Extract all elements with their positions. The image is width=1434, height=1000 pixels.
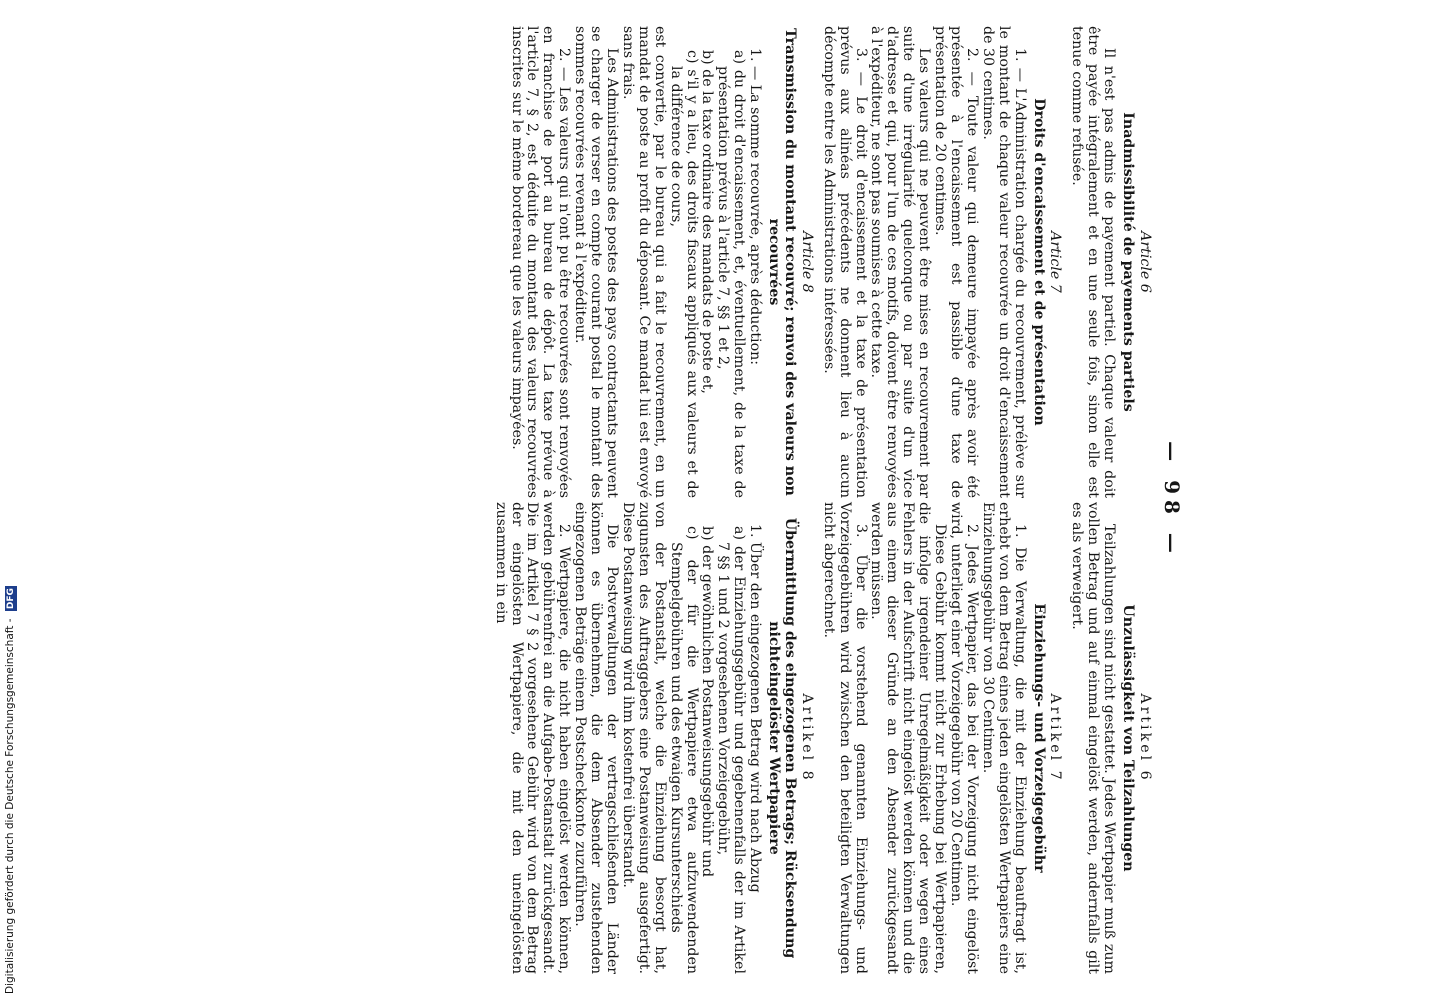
de-article-6-title: Artikel 6: [1137, 693, 1153, 783]
de-article-7-paragraph-1: 1. Die Verwaltung, die mit der Einziehung beauftragt ist, erhebt von dem Betrag eines jeden eingelösten Wertpapiers eine Einziehungsgebühr von 30 Centimen.: [979, 502, 1028, 974]
fr-article-8-title: Article 8: [798, 231, 815, 293]
de-article-8-heading: Übermittlung des eingezogenen Betrags; Rücksendung nichteingelöster Wertpapiere: [766, 517, 798, 959]
fr-article-7-paragraph-1: 1. — L'Administration chargée du recouvrement, prélève sur le montant de chaque valeur recouvrée un droit d'encaissement de 30 centimes.: [979, 26, 1028, 498]
de-article-8-paragraph-3: Die Postverwaltungen der vertragschließenden Länder können es übernehmen, die dem Absender zustehenden eingezogenen Beträge einem Postscheckkonto zuzuführen.: [572, 502, 620, 974]
dfg-logo: DFG: [6, 588, 16, 610]
fr-article-8-heading: Transmission du montant recouvré; renvoi des valeurs non recouvrées: [766, 28, 798, 496]
fr-article-8-paragraph-2: est convertie, par le bureau qui a fait le recouvrement, en un mandat de poste au profit du déposant. Ce mandat lui est envoyé sans frais.: [619, 26, 668, 498]
de-article-7-paragraph-2: 2. Jedes Wertpapier, das bei der Vorzeigung nicht eingelöst wird, unterliegt einer Vorzeigegebühr von 20 Centimen.: [948, 502, 980, 974]
de-article-6-paragraph: Teilzahlungen sind nicht gestattet. Jedes Wertpapier muß zum vollen Betrag und auf einmal eingelöst werden, andernfalls gilt es als verweigert.: [1069, 502, 1118, 974]
fr-article-8-item-b: b) de la taxe ordinaire des mandats de poste et,: [699, 50, 716, 394]
de-article-7-title: Artikel 7: [1047, 693, 1064, 783]
de-article-8-paragraph-1: 1. Über den eingezogenen Betrag wird nach Abzug: [747, 524, 764, 893]
fr-article-7-heading: Droits d'encaissement et de présentation: [1030, 98, 1047, 426]
german-column: [492, 502, 1158, 974]
de-article-8-title: Artikel 8: [798, 693, 815, 783]
french-column: [492, 26, 1158, 498]
fr-article-8-paragraph-1: 1. — La somme recouvrée, après déduction:: [747, 48, 764, 366]
de-article-8-item-b: b) der gewöhnlichen Postanweisungsgebühr und: [699, 526, 716, 878]
de-article-8-item-c: c) der für die Wertpapiere etwa aufzuwendenden Stempelgebühren und des etwaigen Kursunterschieds: [667, 526, 700, 974]
fr-article-8-item-c: c) s'il y a lieu, des droits fiscaux appliqués aux valeurs et de la différence de cours,: [667, 50, 700, 498]
fr-article-8-item-a: a) du droit d'encaissement, et, éventuellement, de la taxe de présentation prévus à l'article 7, §§ 1 et 2,: [715, 50, 748, 498]
fr-article-8-paragraph-3: Les Administrations des postes des pays contractants peuvent se charger de verser en compte courant postal le montant des sommes recouvrées revenant à l'expéditeur.: [572, 26, 620, 498]
de-article-7-paragraph-4: 3. Über die vorstehend genannten Einziehungs- und Vorzeigegebühren wird zwischen den beteiligten Verwaltungen nicht abgerechnet.: [820, 502, 869, 974]
de-article-6-heading: Unzulässigkeit von Teilzahlungen: [1120, 604, 1137, 872]
footer-text: Digitalisierung gefördert durch die Deutsche Forschungsgemeinschaft -: [4, 618, 16, 994]
de-article-7-heading: Einziehungs- und Vorzeigegebühr: [1030, 603, 1047, 873]
de-article-8-paragraph-2: von der Postanstalt, welche die Einziehung besorgt hat, zugunsten des Auftraggebers eine Postanweisung ausgefertigt. Diese Postanweisung wird ihm kostenfrei überstandt.: [619, 502, 668, 974]
de-article-8-item-a: a) der Einziehungsgebühr und gegebenenfalls der im Artikel 7 §§ 1 und 2 vorgesehenen Vorzeigegebühr,: [715, 526, 748, 974]
fr-article-6-heading: Inadmissibilité de payements partiels: [1120, 112, 1137, 412]
columns: [492, 26, 1158, 974]
fr-article-8-paragraph-4: 2. — Les valeurs qui n'ont pu être recouvrées sont renvoyées en franchise de port au bureau de dépôt. La taxe prévue à l'article 7, § 2, est déduite du montant des valeurs recouvrées inscrites sur le même bordereau que les valeurs impayées.: [508, 26, 573, 498]
fr-article-7-paragraph-4: 3. — Le droit d'encaissement et la taxe de présentation prévus aux alinéas précédents ne donnent lieu à aucun décompte entre les Administrations intéressées.: [820, 26, 869, 498]
digitization-footer: [0, 0, 20, 1000]
de-article-7-paragraph-3: Diese Gebühr kommt nicht zur Erhebung bei Wertpapieren, die infolge irgendeiner Unregelmäßigkeit oder wegen eines Fehlers in der Aufschrift nicht eingelöst werden können und die aus einem dieser Gründe an den Absender zurückgesandt werden müssen.: [868, 502, 949, 974]
de-article-8-paragraph-4: 2. Wertpapiere, die nicht haben eingelöst werden können, werden gebührenfrei an die Aufgabe-Postanstalt zurückgesandt. Die im Artikel 7 § 2 vorgesehene Gebühr wird von dem Betrag der eingelösten Wertpapiere, die mit den uneingelösten zusammen in ein: [492, 502, 573, 974]
fr-article-7-paragraph-2: 2. — Toute valeur qui demeure impayée après avoir été présentée à l'encaissement est passible d'une taxe de présentation de 20 centimes.: [932, 26, 980, 498]
fr-article-6-paragraph: Il n'est pas admis de payement partiel. Chaque valeur doit être payée intégralement et en une seule fois, sinon elle est tenue comme refusée.: [1069, 26, 1118, 498]
fr-article-7-title: Article 7: [1047, 231, 1064, 293]
fr-article-6-title: Article 6: [1137, 231, 1153, 293]
document-page: [340, 0, 1200, 1000]
fr-article-7-paragraph-3: Les valeurs qui ne peuvent être mises en recouvrement par suite d'une irrégularité quelconque ou par suite d'un vice d'adresse et qui, pour l'un de ces motifs, doivent être renvoyées à l'expéditeur, ne sont pas soumises à cette taxe.: [868, 26, 933, 498]
page-number: — 98 —: [1160, 441, 1184, 559]
